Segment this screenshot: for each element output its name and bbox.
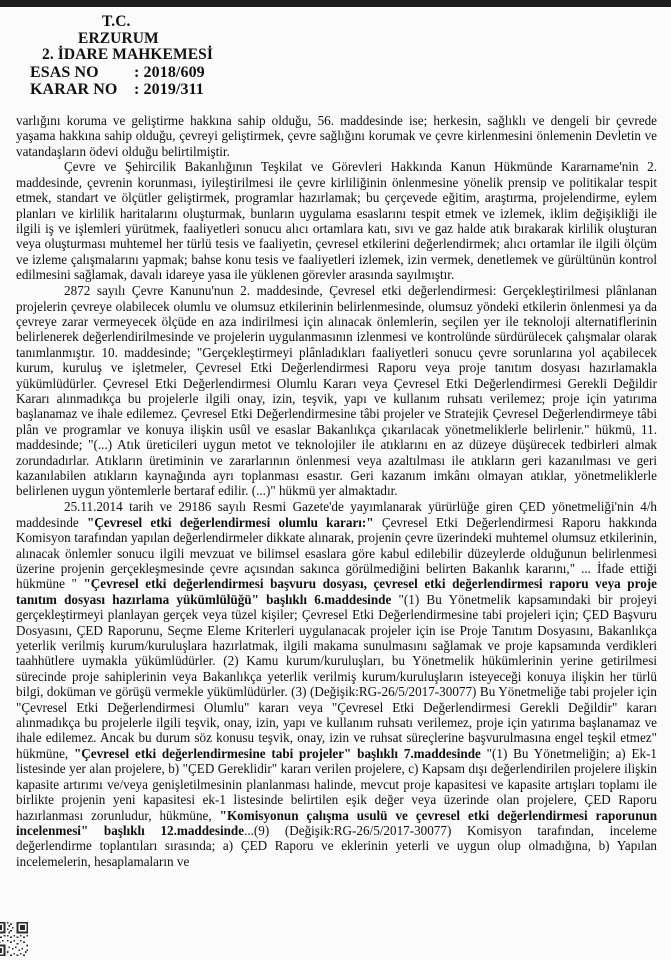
p4-seg-f-bold: "Çevresel etki değerlendirmesine tabi projeler" başlıklı 7.maddesinde bbox=[73, 745, 481, 761]
p4-seg-e: "(1) Bu Yönetmelik kapsamındaki bir projeyi gerçekleştirmeyi planlayan gerçek veya tüzel kişiler; Çevresel Etki Değerlendirmesine tabi projeleri için; ÇED Başvuru Dosyasını, ÇED Raporunu, Seçme Eleme Kriterleri uygulanacak projeler için ise Proje Tanıtım Dosyasını, Bakanlıkça yeterlik verilmiş kurum/kuruluşlara hazırlatmak, ilgili makama sunulmasını sağlamak ve proje kapsamında verdikleri taahhütlere uymakla yükümlüdürler. (2) Kamu kurum/kuruluşları, bu Yönetmelik hükümlerinin yerine getirilmesi sürecinde proje sahiplerinin veya Bakanlıkça yeterlik verilmiş kurum/kuruluşların isteyeceği konuya ilişkin her türlü bilgi, doküman ve görüşü vermekle yükümlüdürler. (3) (Değişik:RG-26/5/2017-30077) Bu Yönetmeliğe tabi projeler için "Çevresel Etki Değerlendirmesi Olumlu" kararı veya "Çevresel Etki Değerlendirmesi Gerekli Değildir" kararı alınmadıkça bu projelerle ilgili teşvik, onay, izin, yapı ve kullanım ruhsatı verilemez, proje için yatırıma başlanamaz ve ihale edilemez. Ancak bu durum söz konusu teşvik, onay, izin ve ruhsat süreçlerine başvurulmasına engel teşkil etmez" hükmüne, bbox=[16, 591, 658, 761]
p4-seg-b-bold: "Çevresel etki değerlendirmesi olumlu kararı:" bbox=[86, 514, 374, 530]
paragraph-3: 2872 sayılı Çevre Kanunu'nun 2. maddesinde, Çevresel etki değerlendirmesi: Gerçekleştirilmesi plânlanan projelerin çevreye olabilecek olumlu ve olumsuz etkilerinin belirlenmesinde, olumsuz yöndeki etkilerin önlenmesi ya da çevreye zarar vermeyecek ölçüde en aza indirilmesi için alınacak önlemlerin, seçilen yer ile teknoloji alternatiflerinin belirlenerek değerlendirilmesinde ve projelerin uygulanmasının izlenmesi ve kontrolünde sürdürülecek çalışmalar olarak tanımlanmıştır. 10. maddesinde; "Gerçekleştirmeyi plânladıkları faaliyetleri sonucu çevre sorunlarına yol açabilecek kurum, kuruluş ve işletmeler, Çevresel Etki Değerlendirmesi Raporu veya proje tanıtım dosyası hazırlamakla yükümlüdürler. Çevresel Etki Değerlendirmesi Olumlu Kararı veya Çevresel Etki Değerlendirmesi Gerekli Değildir Kararı alınmadıkça bu projelerle ilgili onay, izin, teşvik, yapı ve kullanım ruhsatı verilemez; proje için yatırıma başlanamaz ve ihale edilemez. Çevresel Etki Değerlendirmesine tâbi projeler ve Stratejik Çevresel Değerlendirmeye tâbi plân ve programlar ve konuya ilişkin usûl ve esaslar Bakanlıkça çıkarılacak yönetmeliklerle belirlenir." hükmü, 11. maddesinde; "(...) Atık üreticileri uygun metot ve teknolojiler ile atıklarını en az düzeye düşürecek tedbirleri almak zorundadırlar. Atıkların üretiminin ve zararlarının önlenmesi veya azaltılması ile atıkların geri kazanılması ve geri kazanılabilen atıkların kaynağında ayrı toplanması esastır. Geri kazanım imkânı olmayan atıklar, yönetmeliklerle belirlenen uygun yöntemlerle bertaraf edilir. (...)" hükmü yer almaktadır. bbox=[16, 283, 657, 499]
header-line-city: ERZURUM bbox=[78, 29, 159, 47]
p4-seg-i: ...(9) (Değişik:RG-26/5/2017-30077) Komisyon tarafından, inceleme değerlendirme toplantıları sırasında; a) ÇED Raporu ve eklerinin yeterli ve uygun olup olmadığına, b) Yapılan incelemelerin, hesaplamaların ve bbox=[16, 822, 657, 869]
document-header bbox=[16, 14, 657, 99]
karar-no-label: KARAR NO bbox=[30, 81, 118, 99]
paragraph-2: Çevre ve Şehircilik Bakanlığının Teşkilat ve Görevleri Hakkında Kanun Hükmünde Kararname'nin 2. maddesinde, çevrenin korunması, iyileştirilmesi ile çevre kirliliğinin önlenmesine yönelik prensip ve politikalar tespit etmek, standart ve ölçütler geliştirmek, programlar hazırlamak; bu çerçevede eğitim, araştırma, projelendirme, eylem planları ve kirlilik haritalarını oluşturmak, bunların uygulama esaslarını tespit etmek ve izlemek, iklim değişikliği ile ilgili iş ve işlemleri yürütmek, faaliyetleri sonucu alıcı ortamlara katı, sıvı ve gaz halde atık bırakarak kirlilik oluşturan veya oluşturması muhtemel her türlü tesis ve faaliyetin, çevresel etkilerini değerlendirmek; alıcı ortamlar ile ilgili ölçüm ve izleme çalışmalarını yapmak; bahse konu tesis ve faaliyetleri izlemek, izin vermek, denetlemek ve gürültünün kontrol edilmesini sağlamak, davalı idareye yasa ile yüklenen görevler arasında sayılmıştır. bbox=[16, 159, 657, 283]
p4-seg-h-bold: "Komisyonun çalışma usulü ve çevresel etki değerlendirmesi raporunun incelenmesi" başlıklı 12.maddesinde bbox=[16, 807, 657, 838]
qr-code-stamp bbox=[0, 922, 28, 956]
p4-seg-d-bold: "Çevresel etki değerlendirmesi başvuru dosyası, çevresel etki değerlendirmesi raporu veya proje tanıtım dosyası hazırlama yükümlülüğü" başlıklı 6.maddesinde bbox=[16, 576, 657, 607]
header-line-tc: T.C. bbox=[102, 13, 131, 30]
paragraph-4 bbox=[16, 499, 657, 869]
document-body bbox=[16, 113, 657, 869]
document-page bbox=[0, 14, 671, 869]
esas-no-row bbox=[16, 64, 657, 81]
esas-no-value: : 2018/609 bbox=[134, 64, 205, 82]
scan-edge-bar bbox=[0, 0, 671, 7]
p4-seg-g: "(1) Bu Yönetmeliğin; a) Ek-1 listesinde yer alan projelere, b) "ÇED Gereklidir" kararı verilen projelere, c) Kapsam dışı değerlendirilen projelere ilişkin kapasite artırımı ve/veya genişletilmesinin planlanması halinde, mevcut proje kapasitesi ve kapasite artışları toplamı ile birlikte projenin yeni kapasitesi ek-1 listesinde belirtilen eşik değer veya üzerinde olan projelere, ÇED Raporu hazırlanması zorunludur, hükmüne, bbox=[16, 745, 658, 823]
karar-no-value: : 2019/311 bbox=[134, 81, 204, 99]
p4-seg-a: 25.11.2014 tarih ve 29186 sayılı Resmi Gazete'de yayımlanarak yürürlüğe giren ÇED yönetmeliği'nin 4/h maddesinde bbox=[16, 499, 657, 530]
header-line-court: 2. İDARE MAHKEMESİ bbox=[42, 46, 214, 64]
p4-seg-c: Çevresel Etki Değerlendirmesi Raporu hakkında Komisyon tarafından yapılan değerlendirmeler dikkate alınarak, projenin çevre üzerindeki muhtemel olumsuz etkilerinin, alınacak önlemler sonucu ilgili mevzuat ve bilimsel esaslara göre kabul edilebilir düzeylerde olduğunun belirlenmesi üzerine projenin gerçekleşmesinde çevre açısından sakınca görülmediğini belirten Bakanlık kararını," ... İfade ettiği hükmüne " bbox=[16, 514, 657, 592]
karar-no-row bbox=[16, 81, 657, 98]
esas-no-label: ESAS NO bbox=[30, 64, 99, 82]
paragraph-1: varlığını koruma ve geliştirme hakkına sahip olduğu, 56. maddesinde ise; herkesin, sağlıklı ve dengeli bir çevrede yaşama hakkına sahip olduğu, çevreyi geliştirmek, çevre sağlığını korumak ve çevre kirlenmesini önlemenin Devletin ve vatandaşların ödevi olduğu belirtilmiştir. bbox=[16, 112, 657, 159]
